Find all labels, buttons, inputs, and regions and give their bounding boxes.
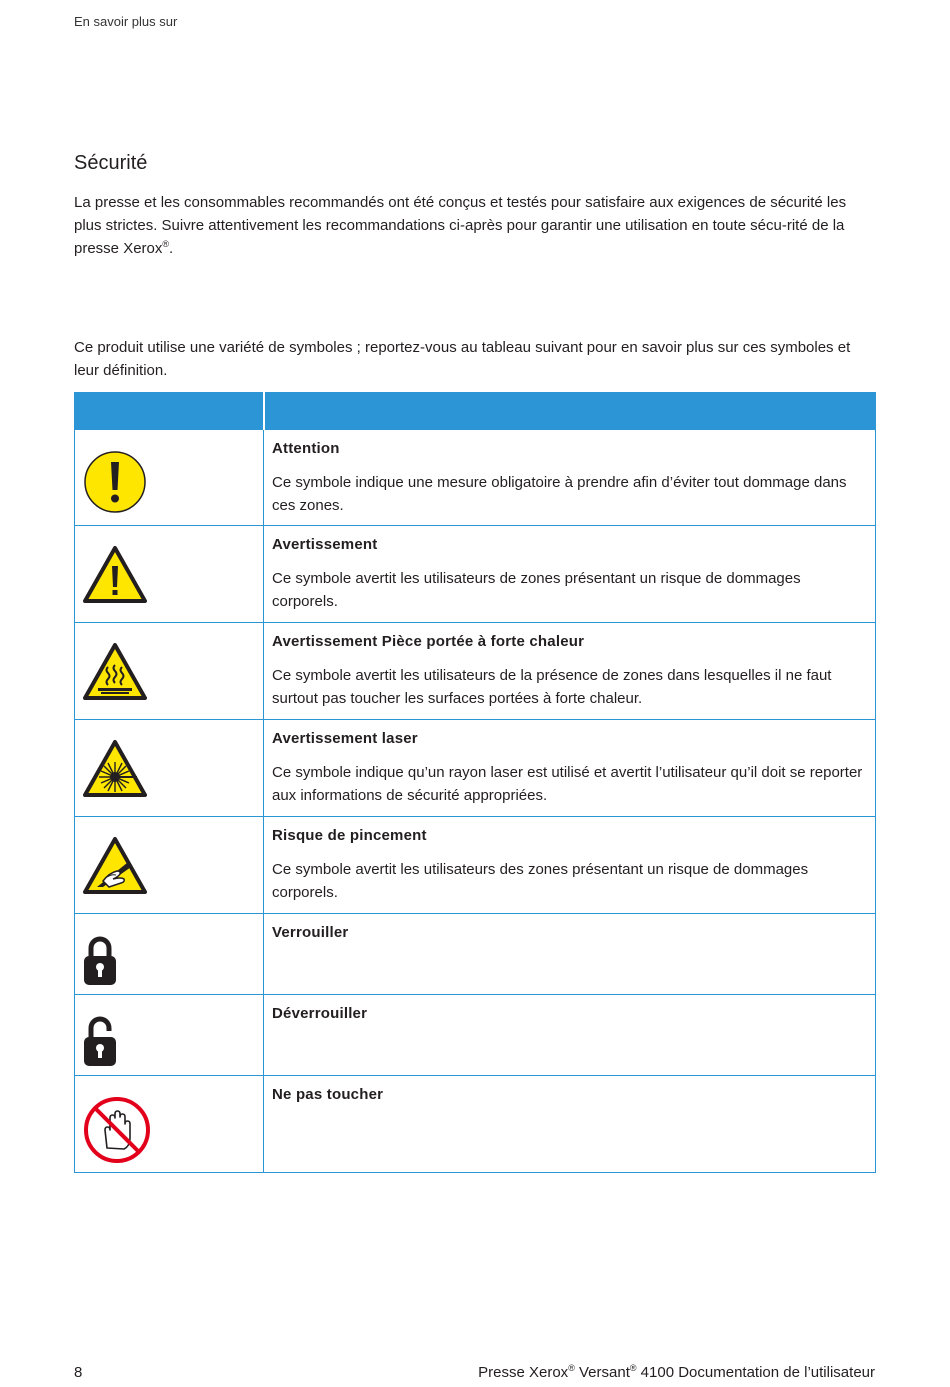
unlock-icon xyxy=(83,1015,117,1067)
icon-cell xyxy=(75,1076,264,1173)
table-row xyxy=(75,995,876,1076)
symbol-title: Ne pas toucher xyxy=(272,1086,384,1103)
footer-text: Presse Xerox xyxy=(478,1364,569,1381)
symbol-title: Avertissement laser xyxy=(272,730,418,747)
running-header: En savoir plus sur xyxy=(74,14,178,29)
symbol-description: Ce symbole avertit les utilisateurs de la présence de zones dans lesquelles il ne faut surtout pas toucher les surfaces portées à forte chaleur. xyxy=(272,667,832,707)
icon-cell xyxy=(75,817,264,914)
warning-icon xyxy=(83,546,147,604)
table-row xyxy=(75,914,876,995)
section-title: Sécurité xyxy=(74,152,148,174)
symbol-title: Avertissement xyxy=(272,536,378,553)
intro-paragraph xyxy=(74,191,874,260)
footer-text: Versant xyxy=(574,1364,630,1381)
table-row xyxy=(75,720,876,817)
registered-mark: ® xyxy=(629,1363,637,1373)
attention-icon xyxy=(83,450,147,514)
text-cell xyxy=(264,914,876,995)
intro-end: . xyxy=(169,240,174,257)
symbol-title: Verrouiller xyxy=(272,924,349,941)
text-cell xyxy=(264,1076,876,1173)
symbols-intro: Ce produit utilise une variété de symboles ; reportez-vous au tableau suivant pour en savoir plus sur ces symboles et leur définition. xyxy=(74,339,851,379)
icon-cell xyxy=(75,526,264,623)
icon-cell xyxy=(75,623,264,720)
footer-text: 4100 Documentation de l’utilisateur xyxy=(636,1364,875,1381)
registered-mark: ® xyxy=(162,239,170,249)
text-cell xyxy=(264,995,876,1076)
symbols-table xyxy=(74,392,876,1173)
icon-cell xyxy=(75,995,264,1076)
intro-text: La presse et les consommables recommandés ont été conçus et testés pour satisfaire aux exigences de sécurité les plus strictes. Suivre attentivement les recommandations ci-après pour garantir une utilisation en toute sécu-rité de la presse Xerox xyxy=(74,194,847,257)
symbol-description: Ce symbole avertit les utilisateurs de zones présentant un risque de dommages corporels. xyxy=(272,570,801,610)
symbol-description: Ce symbole indique qu’un rayon laser est utilisé et avertit l’utilisateur qu’il doit se reporter aux informations de sécurité appropriées. xyxy=(272,764,863,804)
text-cell xyxy=(264,430,876,526)
symbol-description: Ce symbole indique une mesure obligatoire à prendre afin d’éviter tout dommage dans ces zones. xyxy=(272,474,847,514)
table-row xyxy=(75,817,876,914)
symbol-description: Ce symbole avertit les utilisateurs des zones présentant un risque de dommages corporels. xyxy=(272,861,809,901)
page-number: 8 xyxy=(74,1364,83,1381)
table-row xyxy=(75,623,876,720)
table-row xyxy=(75,1076,876,1173)
text-cell xyxy=(264,720,876,817)
pinch-icon xyxy=(83,837,147,895)
icon-cell xyxy=(75,430,264,526)
hot-surface-icon xyxy=(83,643,147,701)
symbol-title: Risque de pincement xyxy=(272,827,427,844)
table-header-cell xyxy=(75,393,264,430)
table-header-cell xyxy=(264,393,876,430)
text-cell xyxy=(264,526,876,623)
do-not-touch-icon xyxy=(83,1096,151,1164)
table-row xyxy=(75,430,876,526)
table-row xyxy=(75,526,876,623)
icon-cell xyxy=(75,720,264,817)
symbol-title: Déverrouiller xyxy=(272,1005,368,1022)
footer-document-title xyxy=(478,1364,875,1381)
laser-icon xyxy=(83,740,147,798)
table-header-row xyxy=(75,393,876,430)
symbol-title: Avertissement Pièce portée à forte chaleur xyxy=(272,633,585,650)
icon-cell xyxy=(75,914,264,995)
symbol-title: Attention xyxy=(272,440,340,457)
registered-mark: ® xyxy=(568,1363,575,1373)
lock-icon xyxy=(83,934,117,986)
text-cell xyxy=(264,623,876,720)
text-cell xyxy=(264,817,876,914)
